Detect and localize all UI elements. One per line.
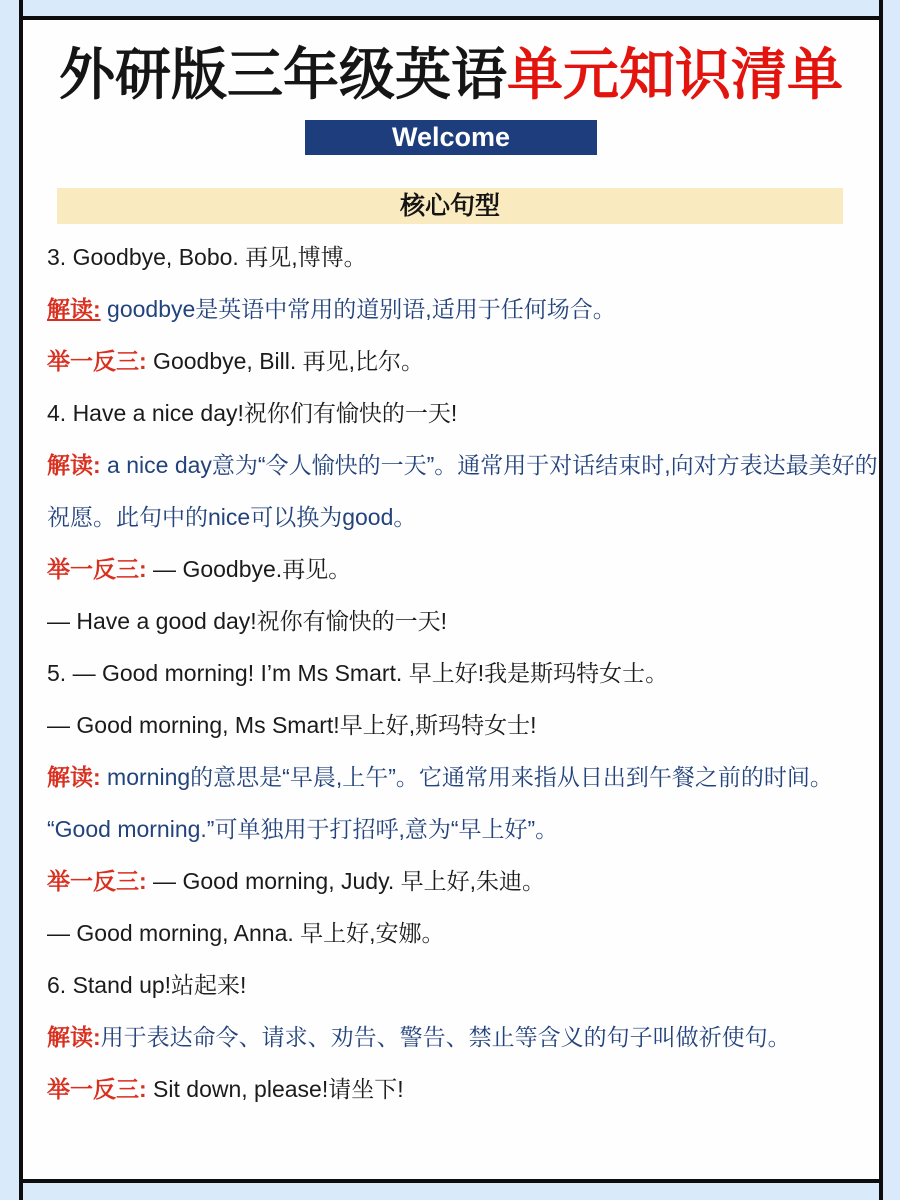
line-segment: Goodbye, Bill. 再见,比尔。 [146,348,425,374]
content-line [47,907,871,959]
line-segment: morning的意思是“早晨,上午”。它通常用来指从日出到午餐之前的时间。 [100,764,833,790]
page-title-red: 单元知识清单 [507,43,843,106]
content-sheet [19,16,883,1183]
content-line [47,699,871,751]
content-line [47,335,871,387]
page-title-black: 外研版三年级英语 [59,43,507,106]
content-line [47,647,871,699]
content-lines [23,231,879,1115]
page-title [23,42,879,108]
line-segment: 5. — Good morning! I’m Ms Smart. 早上好!我是斯玛特女士。 [47,660,669,686]
line-segment: — Goodbye.再见。 [146,556,352,582]
line-segment: — Good morning, Judy. 早上好,朱迪。 [146,868,546,894]
content-line [47,231,871,283]
content-line [47,595,871,647]
content-line [47,959,871,1011]
section-banner-label: 核心句型 [399,192,500,220]
unit-banner [305,120,597,155]
line-segment: 6. Stand up!站起来! [47,972,247,998]
section-banner [57,188,843,224]
line-segment: 3. Goodbye, Bobo. 再见,博博。 [47,244,367,270]
line-segment: 解读: [47,296,101,322]
content-line [47,491,871,543]
line-segment: — Have a good day!祝你有愉快的一天! [47,608,448,634]
line-segment: 举一反三: [47,348,147,374]
line-segment: 解读: [47,1024,101,1050]
content-line [47,1011,871,1063]
line-segment: 解读: [47,764,101,790]
line-segment: 举一反三: [47,556,147,582]
line-segment: — Good morning, Anna. 早上好,安娜。 [47,920,445,946]
line-segment: 用于表达命令、请求、劝告、警告、禁止等含义的句子叫做祈使句。 [100,1024,791,1050]
content-line [47,1063,871,1115]
line-segment: “Good morning.”可单独用于打招呼,意为“早上好”。 [47,816,559,842]
line-segment: 举一反三: [47,868,147,894]
line-segment: Sit down, please!请坐下! [146,1076,404,1102]
content-line [47,543,871,595]
content-line [47,387,871,439]
line-segment: goodbye是英语中常用的道别语,适用于任何场合。 [100,296,616,322]
line-segment: 4. Have a nice day!祝你们有愉快的一天! [47,400,458,426]
line-segment: a nice day意为“令人愉快的一天”。通常用于对话结束时,向对方表达最美好的 [100,452,878,478]
content-line [47,439,878,491]
unit-banner-label: Welcome [391,122,511,152]
content-line [47,751,871,803]
content-line [47,283,871,335]
line-segment: 解读: [47,452,101,478]
line-segment: 祝愿。此句中的nice可以换为good。 [47,504,417,530]
content-line [47,803,871,855]
line-segment: — Good morning, Ms Smart!早上好,斯玛特女士! [47,712,537,738]
content-line [47,855,871,907]
line-segment: 举一反三: [47,1076,147,1102]
